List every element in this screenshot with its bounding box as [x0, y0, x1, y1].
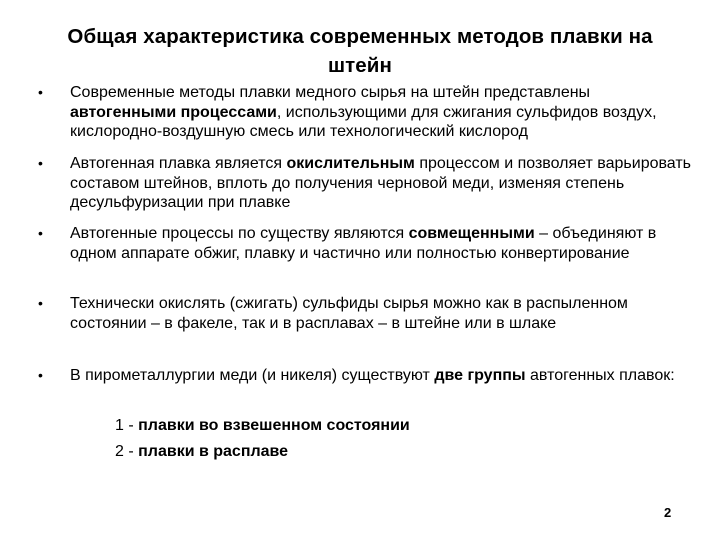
slide-title: Общая характеристика современных методов плавки на штейн — [67, 25, 653, 77]
bullet-item — [38, 224, 692, 263]
bullet-text: автогенных плавок: — [525, 367, 675, 384]
bullet-text: – объединяют в одном аппарате обжиг, плавку и частично или полностью конвертирование — [70, 225, 657, 262]
bullet-dot-icon: • — [38, 367, 43, 383]
bullet-bold-text: совмещенными — [408, 225, 535, 242]
bullet-dot-icon: • — [38, 155, 43, 171]
sub-item — [115, 416, 410, 436]
sub-item-number: 1 - — [115, 417, 139, 434]
sub-item-number: 2 - — [115, 443, 139, 460]
page-number: 2 — [664, 505, 672, 520]
bullet-dot-icon: • — [38, 84, 43, 100]
bullet-dot-icon: • — [38, 295, 43, 311]
bullet-text: Современные методы плавки медного сырья на штейн представлены — [70, 84, 591, 101]
sub-item-text: плавки в расплаве — [138, 443, 289, 460]
sub-item-text: плавки во взвешенном состоянии — [138, 417, 410, 434]
bullet-text: Автогенные процессы по существу являются — [70, 225, 409, 242]
bullet-item — [38, 83, 692, 142]
bullet-text: Автогенная плавка является — [70, 155, 287, 172]
bullet-item — [38, 366, 692, 386]
bullet-item — [38, 154, 692, 213]
bullet-text: процессом и позволяет варьировать составом штейнов, вплоть до получения черновой меди, изменяя степень десульфуризации при плавке — [70, 155, 692, 211]
bullet-bold-text: автогенными процессами — [70, 103, 277, 121]
bullet-item — [38, 294, 692, 333]
bullet-bold-text: окислительным — [286, 155, 415, 172]
sub-item — [115, 442, 288, 462]
bullet-text: В пирометаллургии меди (и никеля) существуют — [70, 367, 435, 384]
bullet-text: Технически окислять (сжигать) сульфиды сырья можно как в распыленном состоянии – в факеле, так и в расплавах – в штейне или в шлаке — [70, 295, 628, 332]
bullet-dot-icon: • — [38, 225, 43, 241]
bullet-bold-text: две группы — [434, 367, 526, 384]
bullet-text: , использующими для сжигания сульфидов воздух, кислородно-воздушную смесь или технологический кислород — [70, 103, 657, 140]
